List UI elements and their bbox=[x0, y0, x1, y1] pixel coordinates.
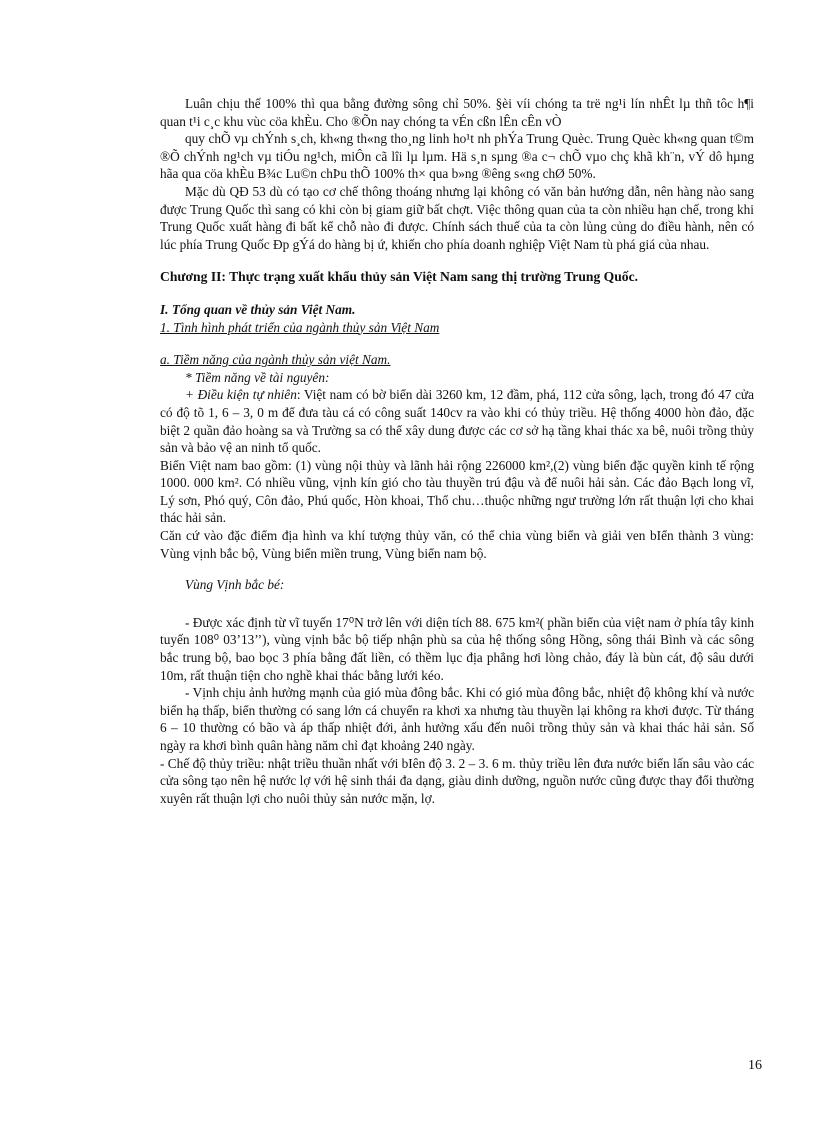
resource-heading: * Tiềm năng về tài nguyên: bbox=[185, 369, 330, 385]
gulf-paragraph-2: - Vịnh chịu ảnh hưởng mạnh của gió mùa đông bắc. Khi có gió mùa đông bắc, nhiệt độ không khí và nước biển hạ thấp, biển thường có sang lớn cá chuyển ra khơi xa nhưng tàu thuyền lại không ra khơi được. Từ tháng 6 – 10 thường có bão và áp thấp nhiệt đới, ảnh hưởng xấu đến nuôi trồng thủy sản và khai thác hải sản. Số ngày ra khơi bình quân hàng năm chỉ đạt khoảng 240 ngày. bbox=[160, 685, 754, 753]
intro-paragraph-1: Luân chịu thế 100% thì qua bằng đường sông chỉ 50%. §èi víi chóng ta trë ng¹i lín nhÊt lµ thñ tôc h¶i quan t¹i c¸c khu vùc cöa khÈu. Cho ®Õn nay chóng ta vÉn cßn lÊn cÊn vÒ bbox=[160, 96, 754, 129]
natural-conditions-text: : Việt nam có bờ biển dài 3260 km, 12 đầm, phá, 112 cửa sông, lạch, trong đó 47 cửa có độ tõ 1, 6 – 3, 0 m để đưa tàu cá có công suất 140cv ra vào khi có thủy triều. Hệ thống 4000 hòn đảo, đặc biệt 2 quần đảo hoàng sa và Trường sa có thể xây dung được các cơ sở hạ tầng khai thác xa bê, nuôi trồng thủy sản và bảo vệ an ninh tổ quốc. bbox=[160, 387, 754, 456]
intro-paragraph-2: quy chÕ vµ chÝnh s¸ch, kh«ng th«ng tho¸ng linh ho¹t nh phÝa Trung Quèc. Trung Quèc kh«ng quan t©m ®Õ chÝnh ng¹ch vµ tiÓu ng¹ch, miÔn cã lîi lµ lµm. Hä s¸n sµng ®a c¬ chÕ vµo chç khã kh¨n, vÝ dô hµng hãa qua cöa khÈu B¾c Lu©n chÞu thÕ 100% th× qua b»ng ®êng s«ng chØ 50%. bbox=[160, 131, 754, 182]
subsection-title: 1. Tình hình phát triển của ngành thủy sản Việt Nam bbox=[160, 319, 440, 335]
natural-conditions-label: + Điều kiện tự nhiên bbox=[185, 387, 297, 403]
chapter-title: Chương II: Thực trạng xuất khẩu thủy sản Việt Nam sang thị trường Trung Quốc. bbox=[160, 269, 639, 285]
intro-paragraph-3: Mặc dù QĐ 53 dù có tạo cơ chế thông thoáng nhưng lại không có văn bản hướng dẫn, nên hàng nào sang được Trung Quốc thì sang có khi còn bị giam giữ bất chợt. Việc thông quan của ta còn nhiều hạn chế, trong khi Trung Quốc xuất hàng đi bất kể chỗ nào đi được. Chính sách thuế của ta còn lủng củng do điều hành, nên có lúc phía Trung Quốc Ðp gÝá do hàng bị ứ, khiến cho phía doanh nghiệp Việt Nam tù phá giá của nhau. bbox=[160, 183, 754, 252]
sea-paragraph: Biển Việt nam bao gồm: (1) vùng nội thủy và lãnh hải rộng 226000 km²,(2) vùng biển đặc quyền kinh tế rộng 1000. 000 km². Có nhiều vũng, vịnh kín gió cho tàu thuyền trú đậu và để nuôi hải sản. Các đảo Bạch long vĩ, Lý sơn, Phó quý, Côn đảo, Phú quốc, Hòn khoai, Thổ chu…thuộc những ngư trường lớn rất thuận lợi cho khai thác hải sản. bbox=[160, 457, 754, 526]
spacer bbox=[160, 562, 754, 576]
section-title: I. Tổng quan về thủy sản Việt Nam. bbox=[160, 301, 356, 317]
page-content bbox=[160, 95, 754, 807]
page-number: 16 bbox=[748, 1058, 762, 1073]
gulf-heading: Vùng Vịnh bắc bé: bbox=[185, 577, 285, 593]
region-paragraph: Căn cứ vào đặc điểm địa hình va khí tượng thủy văn, có thể chia vùng biển và giải ven bIển thành 3 vùng: Vùng vịnh bắc bộ, Vùng biển miền trung, Vùng biển nam bộ. bbox=[160, 528, 754, 561]
gulf-paragraph-1: - Được xác định từ vĩ tuyến 17⁰N trở lên với diện tích 88. 675 km²( phần biển của việt nam ở phía tây kinh tuyến 108⁰ 03’13’’), vùng vịnh bắc bộ tiếp nhận phù sa của hệ thống sông Hồng, sông thái Bình và các sông bắc trung bộ, bao bọc 3 phía bằng đất liền, có thềm lục địa phẳng hơi lòng chảo, đáy là bùn cát, độ sâu dưới 10m, rất thuận tiện cho nghề khai thác bằng lưới kéo. bbox=[160, 614, 754, 683]
spacer bbox=[160, 594, 754, 614]
gulf-paragraph-3: - Chế độ thủy triều: nhật triều thuần nhất với bIên độ 3. 2 – 3. 6 m. thủy triều lên đưa nước biển lấn sâu vào các cửa sông tạo nên hệ nước lợ với hệ sinh thái đa dạng, giàu dinh dưỡng, nguồn nước cũng được thay đổi thường xuyên rất thuận lợi cho nuôi thủy sản nước mặn, lợ. bbox=[160, 755, 754, 806]
subsubsection-title: a. Tiềm năng của ngành thủy sản việt Nam. bbox=[160, 352, 391, 368]
natural-conditions-paragraph bbox=[160, 386, 754, 456]
